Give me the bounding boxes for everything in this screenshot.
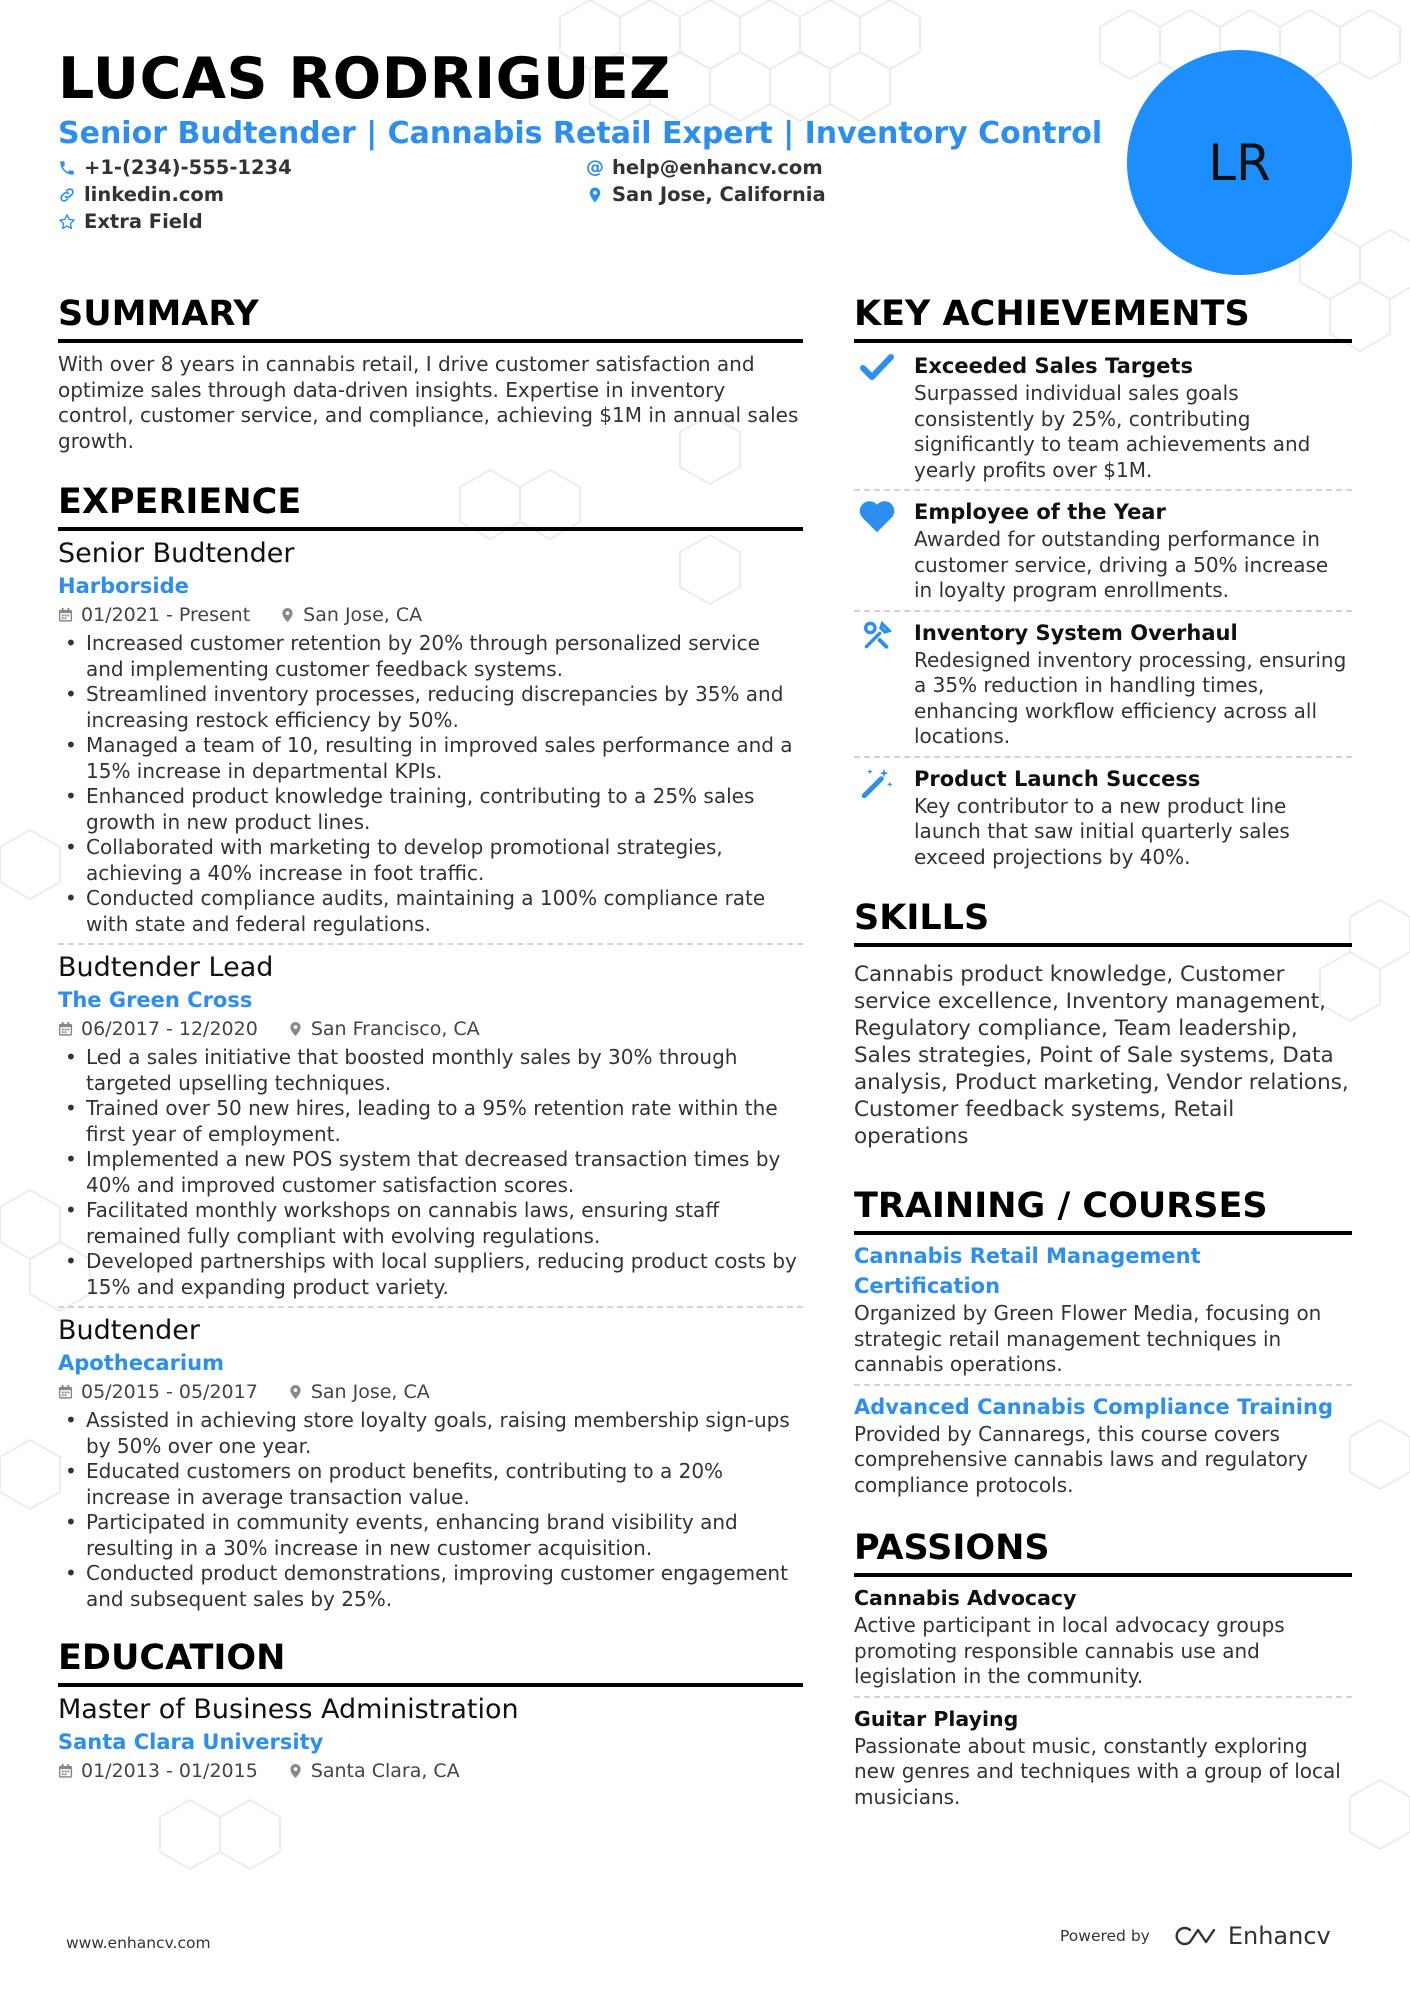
achievement-item [854,618,1352,750]
education-entry [58,1693,803,1785]
entry-divider [854,756,1352,758]
phone-icon [58,159,76,177]
achievement-desc: Redesigned inventory processing, ensuring a 35% reduction in handling times, enhancing workflow efficiency across all locations. [914,647,1347,748]
bullet-item: • Trained over 50 new hires, leading to a 95% retention rate within the first year of employment. [58,1096,803,1147]
job-title: Senior Budtender [58,538,295,569]
experience-heading: EXPERIENCE [58,480,803,531]
phone-contact[interactable] [58,156,292,179]
company-name[interactable]: Apothecarium [58,1351,224,1375]
course-item [854,1392,1352,1499]
enhancv-logo-icon [1170,1924,1218,1948]
summary-section [58,292,803,454]
phone-text: +1-(234)-555-1234 [84,156,292,179]
job-bullets [58,631,803,937]
school-name[interactable]: Santa Clara University [58,1730,324,1754]
job-bullets [58,1045,803,1300]
bullet-item: • Enhanced product knowledge training, contributing to a 25% sales growth in new product lines. [58,784,803,835]
avatar [1127,50,1352,275]
job-title: Budtender [58,1315,200,1346]
extra-field-text: Extra Field [84,210,203,233]
course-desc: Organized by Green Flower Media, focusing on strategic retail management techniques in cannabis operations. [854,1301,1322,1376]
education-meta [58,1757,803,1785]
passion-title: Guitar Playing [854,1706,1019,1731]
tools-icon [860,620,894,652]
entry-divider [854,610,1352,612]
job-location: San Jose, CA [310,1381,430,1403]
job-meta [58,601,803,629]
achievement-desc: Key contributor to a new product line launch that saw initial quarterly sales exceed projections by 40%. [914,793,1290,869]
left-column [58,292,803,1785]
experience-entry [58,1314,803,1612]
email-contact[interactable] [586,156,823,179]
link-icon [58,186,76,204]
achievement-item [854,764,1352,871]
bullet-item: • Conducted product demonstrations, improving customer engagement and subsequent sales by 25%. [58,1561,803,1612]
passions-section [854,1526,1352,1810]
achievement-title: Inventory System Overhaul [914,620,1238,645]
candidate-name: LUCAS RODRIGUEZ [58,46,672,112]
calendar-icon [58,1763,73,1779]
education-section [58,1636,803,1785]
location-pin-icon [586,186,604,204]
linkedin-text: linkedin.com [84,183,225,206]
bullet-item: • Conducted compliance audits, maintaining a 100% compliance rate with state and federal regulations. [58,886,803,937]
passion-title: Cannabis Advocacy [854,1586,1077,1610]
achievement-title: Exceeded Sales Targets [914,354,1193,378]
bullet-item: • Implemented a new POS system that decreased transaction times by 40% and improved customer satisfaction scores. [58,1147,803,1198]
heart-icon [858,499,896,533]
entry-divider [58,943,803,945]
course-item [854,1241,1352,1378]
powered-by-label: Powered by [1060,1927,1150,1945]
calendar-icon [58,1021,73,1037]
summary-text: With over 8 years in cannabis retail, I drive customer satisfaction and optimize sales through data-driven insights. Expertise in inventory control, customer service, and compliance, achieving $1M in annual sales growth. [58,352,799,453]
bullet-item: • Streamlined inventory processes, reducing discrepancies by 35% and increasing restock efficiency by 50%. [58,682,803,733]
achievements-heading: KEY ACHIEVEMENTS [854,292,1352,343]
degree-title: Master of Business Administration [58,1694,519,1725]
experience-section [58,480,803,1612]
bullet-item: • Developed partnerships with local suppliers, reducing product costs by 15% and expanding product variety. [58,1249,803,1300]
course-title[interactable]: Cannabis Retail Management Certification [854,1244,1201,1298]
passions-heading: PASSIONS [854,1526,1352,1577]
achievement-desc: Surpassed individual sales goals consistently by 25%, contributing significantly to team achievements and yearly profits over $1M. [914,381,1311,482]
calendar-icon [58,607,73,623]
job-meta [58,1378,803,1406]
location-pin-icon [288,1021,303,1037]
training-section [854,1184,1352,1498]
bullet-item: • Collaborated with marketing to develop promotional strategies, achieving a 40% increase in foot traffic. [58,835,803,886]
skills-section [854,896,1352,1150]
passion-desc: Active participant in local advocacy groups promoting responsible cannabis use and legislation in the community. [854,1613,1285,1688]
job-title: Budtender Lead [58,952,274,983]
bullet-item: • Led a sales initiative that boosted monthly sales by 30% through targeted upselling techniques. [58,1045,803,1096]
bullet-item: • Facilitated monthly workshops on cannabis laws, ensuring staff remained fully compliant with evolving regulations. [58,1198,803,1249]
achievement-item [854,351,1352,483]
passion-item [854,1583,1352,1690]
skills-text: Cannabis product knowledge, Customer service excellence, Inventory management, Regulatory compliance, Team leadership, Sales strategies, Point of Sale systems, Data analysis, Product marketing, Vendor relations, Customer feedback systems, Retail operations [854,962,1349,1149]
course-desc: Provided by Cannaregs, this course covers comprehensive cannabis laws and regulatory compliance protocols. [854,1421,1308,1497]
bullet-item: • Increased customer retention by 20% through personalized service and implementing customer feedback systems. [58,631,803,682]
job-dates: 01/2021 - Present [81,604,251,626]
achievement-item [854,497,1352,604]
education-heading: EDUCATION [58,1636,803,1687]
experience-entry [58,537,803,937]
bullet-item: • Managed a team of 10, resulting in improved sales performance and a 15% increase in departmental KPIs. [58,733,803,784]
entry-divider [854,489,1352,491]
at-icon: @ [586,157,604,178]
achievement-desc: Awarded for outstanding performance in customer service, driving a 50% increase in loyalty program enrollments. [914,527,1329,602]
education-dates: 01/2013 - 01/2015 [81,1760,258,1782]
entry-divider [854,1384,1352,1386]
footer-website[interactable]: www.enhancv.com [66,1934,211,1952]
avatar-initials: LR [1208,133,1271,192]
star-icon [58,213,76,231]
passion-desc: Passionate about music, constantly exploring new genres and techniques with a group of local musicians. [854,1733,1341,1809]
achievements-section [854,292,1352,870]
entry-divider [854,1696,1352,1698]
job-bullets [58,1408,803,1612]
education-location: Santa Clara, CA [310,1760,460,1782]
achievement-title: Product Launch Success [914,766,1201,791]
enhancv-logo[interactable] [1170,1922,1331,1950]
location-contact [586,183,826,206]
training-heading: TRAINING / COURSES [854,1184,1352,1235]
bullet-item: • Assisted in achieving store loyalty goals, raising membership sign-ups by 50% over one year. [58,1408,803,1459]
magic-wand-icon [860,766,894,800]
experience-entry [58,951,803,1300]
job-dates: 06/2017 - 12/2020 [81,1018,258,1040]
bullet-item: • Educated customers on product benefits, contributing to a 20% increase in average transaction value. [58,1459,803,1510]
summary-heading: SUMMARY [58,292,803,343]
company-name[interactable]: The Green Cross [58,988,253,1012]
right-column [854,292,1352,1810]
location-pin-icon [288,1763,303,1779]
footer-branding [1060,1922,1331,1950]
bullet-item: • Participated in community events, enhancing brand visibility and resulting in a 30% increase in new customer acquisition. [58,1510,803,1561]
linkedin-contact[interactable] [58,183,224,206]
course-title[interactable]: Advanced Cannabis Compliance Training [854,1394,1333,1419]
contact-info [58,156,1058,236]
calendar-icon [58,1384,73,1400]
job-location: San Jose, CA [303,604,423,626]
job-meta [58,1015,803,1043]
extra-field-contact [58,210,203,233]
location-pin-icon [288,1384,303,1400]
email-text: help@enhancv.com [612,156,823,179]
company-name[interactable]: Harborside [58,574,189,598]
location-text: San Jose, California [612,183,826,206]
location-pin-icon [280,607,295,623]
brand-name: Enhancv [1227,1922,1331,1950]
passion-item [854,1704,1352,1811]
entry-divider [58,1306,803,1308]
achievement-title: Employee of the Year [914,500,1166,524]
candidate-headline: Senior Budtender | Cannabis Retail Expert | Inventory Control [58,116,1103,151]
job-location: San Francisco, CA [310,1018,480,1040]
checkmark-icon [860,353,894,381]
skills-heading: SKILLS [854,896,1352,947]
job-dates: 05/2015 - 05/2017 [81,1381,258,1403]
